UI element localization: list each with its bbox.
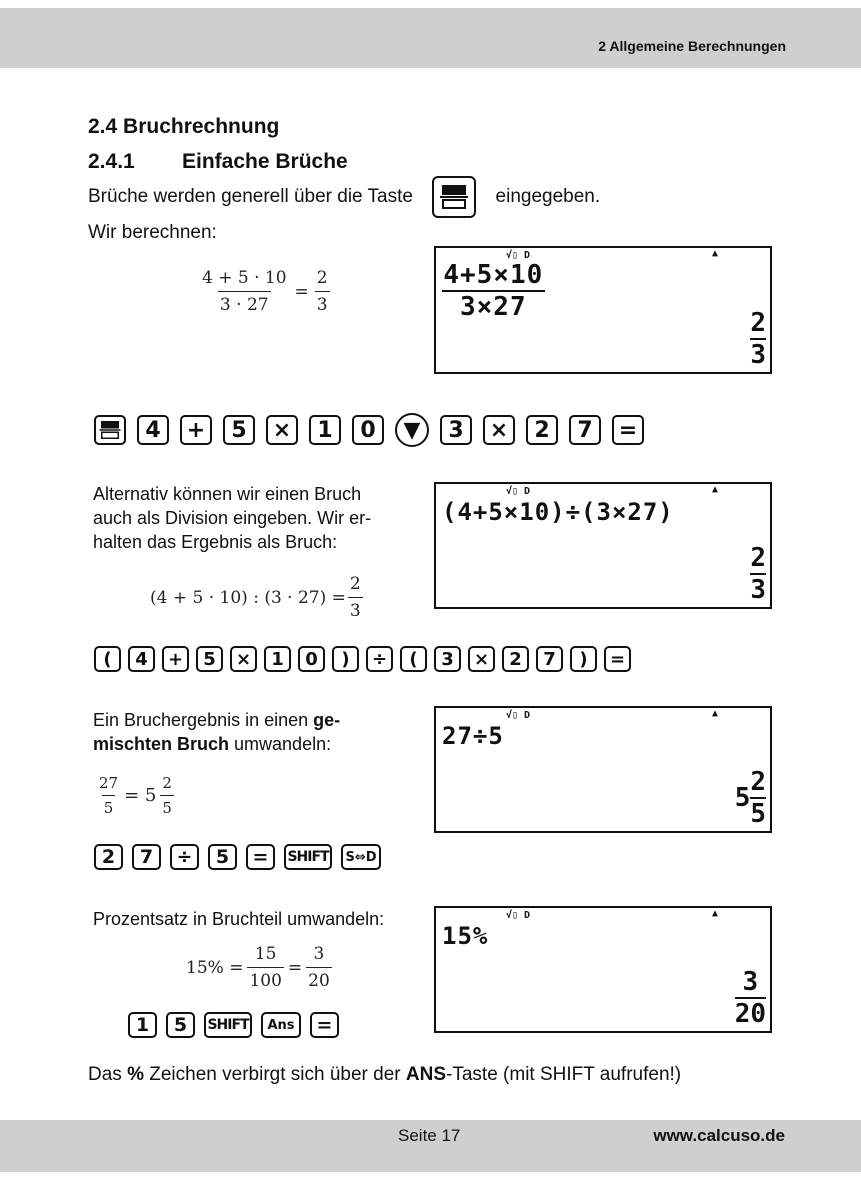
ex3-lcd: [434, 706, 772, 833]
key-divide[interactable]: ÷: [170, 844, 199, 870]
ex1-formula: [198, 268, 332, 315]
key-times[interactable]: ×: [266, 415, 298, 445]
key-5[interactable]: 5: [196, 646, 223, 672]
key-s-to-d[interactable]: S⇔D: [341, 844, 381, 870]
key-1[interactable]: 1: [264, 646, 291, 672]
key-shift[interactable]: SHIFT: [204, 1012, 252, 1038]
key-3[interactable]: 3: [440, 415, 472, 445]
ex3-text: Ein Bruchergebnis in einen ge- mischten Bruch umwandeln:: [93, 710, 341, 754]
ex3-lcd-expr: 27÷5: [442, 722, 504, 750]
lcd-triangle-icon: ▲: [711, 248, 718, 259]
intro-text-before: Brüche werden generell über die Taste: [88, 186, 413, 208]
ex3-lcd-result: 5 2 5: [734, 767, 766, 829]
key-divide[interactable]: ÷: [366, 646, 393, 672]
header-section: 2 Allgemeine Berechnungen: [598, 38, 786, 54]
key-plus[interactable]: +: [162, 646, 189, 672]
key-4[interactable]: 4: [137, 415, 169, 445]
key-close-paren[interactable]: ): [570, 646, 597, 672]
ex3-formula: $\frac{27}{5}$ = 5 $\frac{2}{5}$: [99, 774, 172, 817]
key-7[interactable]: 7: [569, 415, 601, 445]
intro-line: [88, 176, 600, 218]
ex4-text: Prozentsatz in Bruchteil umwandeln:: [93, 909, 385, 929]
key-times[interactable]: ×: [468, 646, 495, 672]
key-equals[interactable]: =: [612, 415, 644, 445]
heading-section: 2.4 Bruchrechnung: [88, 115, 280, 138]
key-fraction[interactable]: [94, 415, 126, 445]
key-3[interactable]: 3: [434, 646, 461, 672]
key-0[interactable]: 0: [298, 646, 325, 672]
footer-page-number: Seite 17: [398, 1126, 461, 1145]
key-plus[interactable]: +: [180, 415, 212, 445]
lcd-indicator: √▯ D: [506, 910, 531, 921]
ex4-keys: [128, 1012, 348, 1038]
ex2-keys: [94, 646, 638, 672]
key-5[interactable]: 5: [166, 1012, 195, 1038]
lcd-triangle-icon: ▲: [711, 908, 718, 919]
key-open-paren[interactable]: (: [400, 646, 427, 672]
intro-text-after: eingegeben.: [495, 186, 601, 208]
key-1[interactable]: 1: [309, 415, 341, 445]
ex2-text: Alternativ können wir einen Bruch auch als Division eingeben. Wir er- halten das Ergebnis als Bruch:: [93, 484, 372, 552]
key-down-arrow-icon[interactable]: ▼: [395, 413, 429, 447]
lcd-indicator: √▯ D: [506, 250, 531, 261]
lcd-indicator: √▯ D: [506, 486, 531, 497]
key-5[interactable]: 5: [223, 415, 255, 445]
ex1-result: $\frac{2}{3}$: [316, 268, 328, 315]
key-4[interactable]: 4: [128, 646, 155, 672]
ex1-equals: =: [294, 281, 309, 302]
ex2-lcd-expr: (4+5×10)÷(3×27): [442, 498, 674, 526]
fraction-key-icon: [432, 176, 476, 218]
ex3-keys: [94, 844, 390, 870]
key-2[interactable]: 2: [502, 646, 529, 672]
intro-calc: Wir berechnen:: [88, 222, 217, 243]
key-0[interactable]: 0: [352, 415, 384, 445]
lcd-triangle-icon: ▲: [711, 484, 718, 495]
note-line: Das % Zeichen verbirgt sich über der ANS-Taste (mit SHIFT aufrufen!): [88, 1064, 682, 1085]
key-equals[interactable]: =: [246, 844, 275, 870]
ex2-result: $\frac{2}{3}$: [349, 574, 361, 621]
ex2-formula: (4 + 5 · 10) : (3 · 27) = $\frac{2}{3}$: [150, 574, 361, 621]
key-times[interactable]: ×: [230, 646, 257, 672]
key-7[interactable]: 7: [132, 844, 161, 870]
key-5[interactable]: 5: [208, 844, 237, 870]
ex1-lcd-expr: $\frac{4+5\times 10}{3\times 27}$: [443, 260, 544, 322]
lcd-indicator: √▯ D: [506, 710, 531, 721]
key-open-paren[interactable]: (: [94, 646, 121, 672]
ex4-lcd: [434, 906, 772, 1033]
heading-subsection: [88, 150, 348, 174]
key-times[interactable]: ×: [483, 415, 515, 445]
ex1-lcd: [434, 246, 772, 374]
key-2[interactable]: 2: [94, 844, 123, 870]
key-close-paren[interactable]: ): [332, 646, 359, 672]
ex2-lcd-result: 2 3: [750, 543, 766, 605]
key-7[interactable]: 7: [536, 646, 563, 672]
ex4-lcd-expr: 15%: [442, 922, 489, 950]
heading-subsection-number: 2.4.1: [88, 150, 135, 173]
ex4-formula: 15% = $\frac{15}{100}$ = $\frac{3}{20}$: [186, 944, 330, 991]
ex1-keys: [94, 413, 655, 447]
key-equals[interactable]: =: [310, 1012, 339, 1038]
key-2[interactable]: 2: [526, 415, 558, 445]
key-equals[interactable]: =: [604, 646, 631, 672]
lcd-triangle-icon: ▲: [711, 708, 718, 719]
footer-url: www.calcuso.de: [653, 1126, 785, 1145]
ex2-lcd: [434, 482, 772, 609]
heading-subsection-title: Einfache Brüche: [182, 150, 348, 173]
key-ans[interactable]: Ans: [261, 1012, 301, 1038]
key-shift[interactable]: SHIFT: [284, 844, 332, 870]
key-1[interactable]: 1: [128, 1012, 157, 1038]
ex4-lcd-result: 3 20: [734, 967, 766, 1029]
ex1-fraction: $\frac{4 + 5 \cdot 10}{3 \cdot 27}$: [202, 268, 287, 315]
ex1-lcd-result: 2 3: [750, 308, 766, 370]
